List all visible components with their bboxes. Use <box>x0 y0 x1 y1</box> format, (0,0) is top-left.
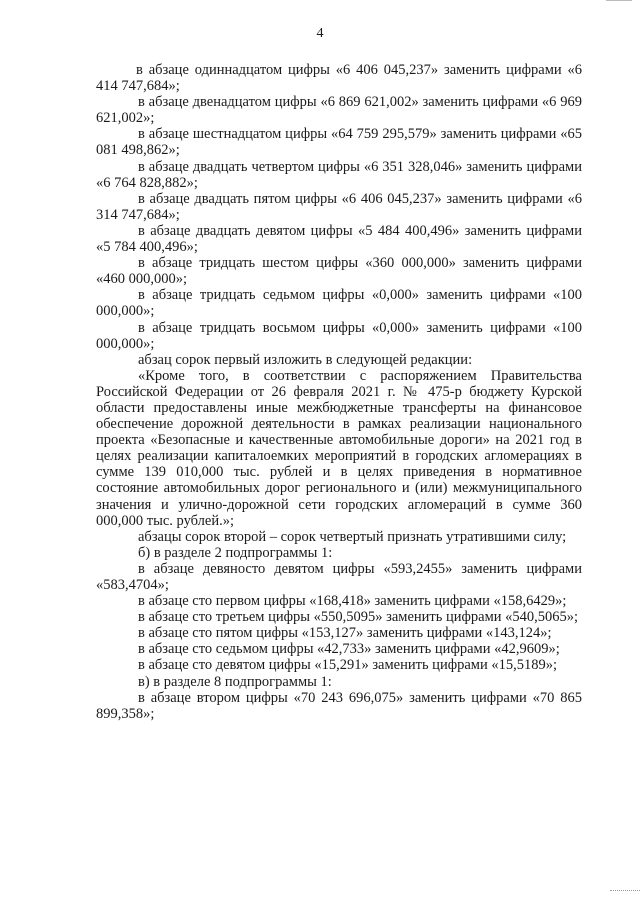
scan-edge-mark <box>606 0 632 1</box>
paragraph: в абзаце тридцать седьмом цифры «0,000» заменить цифрами «100 000,000»; <box>96 287 582 320</box>
paragraph: в абзаце двадцать девятом цифры «5 484 400,496» заменить цифрами «5 784 400,496»; <box>96 222 582 256</box>
paragraph: в абзаце шестнадцатом цифры «64 759 295,579» заменить цифрами «65 081 498,862»; <box>96 126 582 159</box>
paragraph: абзац сорок первый изложить в следующей редакции: <box>138 351 473 368</box>
paragraph: в абзаце двенадцатом цифры «6 869 621,002» заменить цифрами «6 969 621,002»; <box>96 94 582 127</box>
paragraph: абзацы сорок второй – сорок четвертый признать утратившими силу; <box>138 528 567 545</box>
section-item: в) в разделе 8 подпрограммы 1: <box>138 673 332 690</box>
paragraph: в абзаце тридцать шестом цифры «360 000,000» заменить цифрами «460 000,000»; <box>96 255 582 288</box>
paragraph: в абзаце сто седьмом цифры «42,733» заменить цифрами «42,9609»; <box>138 641 560 658</box>
quoted-paragraph: «Кроме того, в соответствии с распоряжением Правительства Российской Федерации от 26 февраля 2021 г. № 475-р бюджету Курской области предоставлены иные межбюджетные трансферты на финансовое обеспечение дорожной деятельности в рамках реализации национального проекта «Безопасные и качественные автомобильные дороги» на 2021 год в целях реализации капиталоемких мероприятий в городских агломерациях в сумме 139 010,000 тыс. рублей и в целях приведения в нормативное состояние автомобильных дорог регионального и (или) межмуниципального значения и улично-дорожной сети городских агломераций в сумме 360 000,000 тыс. рублей.»; <box>96 367 582 529</box>
paragraph: в абзаце двадцать четвертом цифры «6 351 328,046» заменить цифрами «6 764 828,882»; <box>96 158 582 191</box>
paragraph: в абзаце одиннадцатом цифры «6 406 045,237» заменить цифрами «6 414 747,684»; <box>96 62 582 95</box>
scan-edge-mark <box>610 890 640 892</box>
page-number: 4 <box>316 26 324 41</box>
paragraph: в абзаце сто третьем цифры «550,5095» заменить цифрами «540,5065»; <box>138 609 579 626</box>
paragraph: в абзаце тридцать восьмом цифры «0,000» заменить цифрами «100 000,000»; <box>96 319 582 352</box>
document-body <box>96 62 582 722</box>
paragraph: в абзаце втором цифры «70 243 696,075» заменить цифрами «70 865 899,358»; <box>96 689 582 722</box>
paragraph: в абзаце девяносто девятом цифры «593,2455» заменить цифрами «583,4704»; <box>96 560 582 593</box>
paragraph: в абзаце сто пятом цифры «153,127» заменить цифрами «143,124»; <box>138 625 552 642</box>
paragraph: в абзаце сто девятом цифры «15,291» заменить цифрами «15,5189»; <box>138 657 557 674</box>
section-item: б) в разделе 2 подпрограммы 1: <box>138 544 333 561</box>
paragraph: в абзаце двадцать пятом цифры «6 406 045,237» заменить цифрами «6 314 747,684»; <box>96 190 582 223</box>
paragraph: в абзаце сто первом цифры «168,418» заменить цифрами «158,6429»; <box>138 593 567 610</box>
